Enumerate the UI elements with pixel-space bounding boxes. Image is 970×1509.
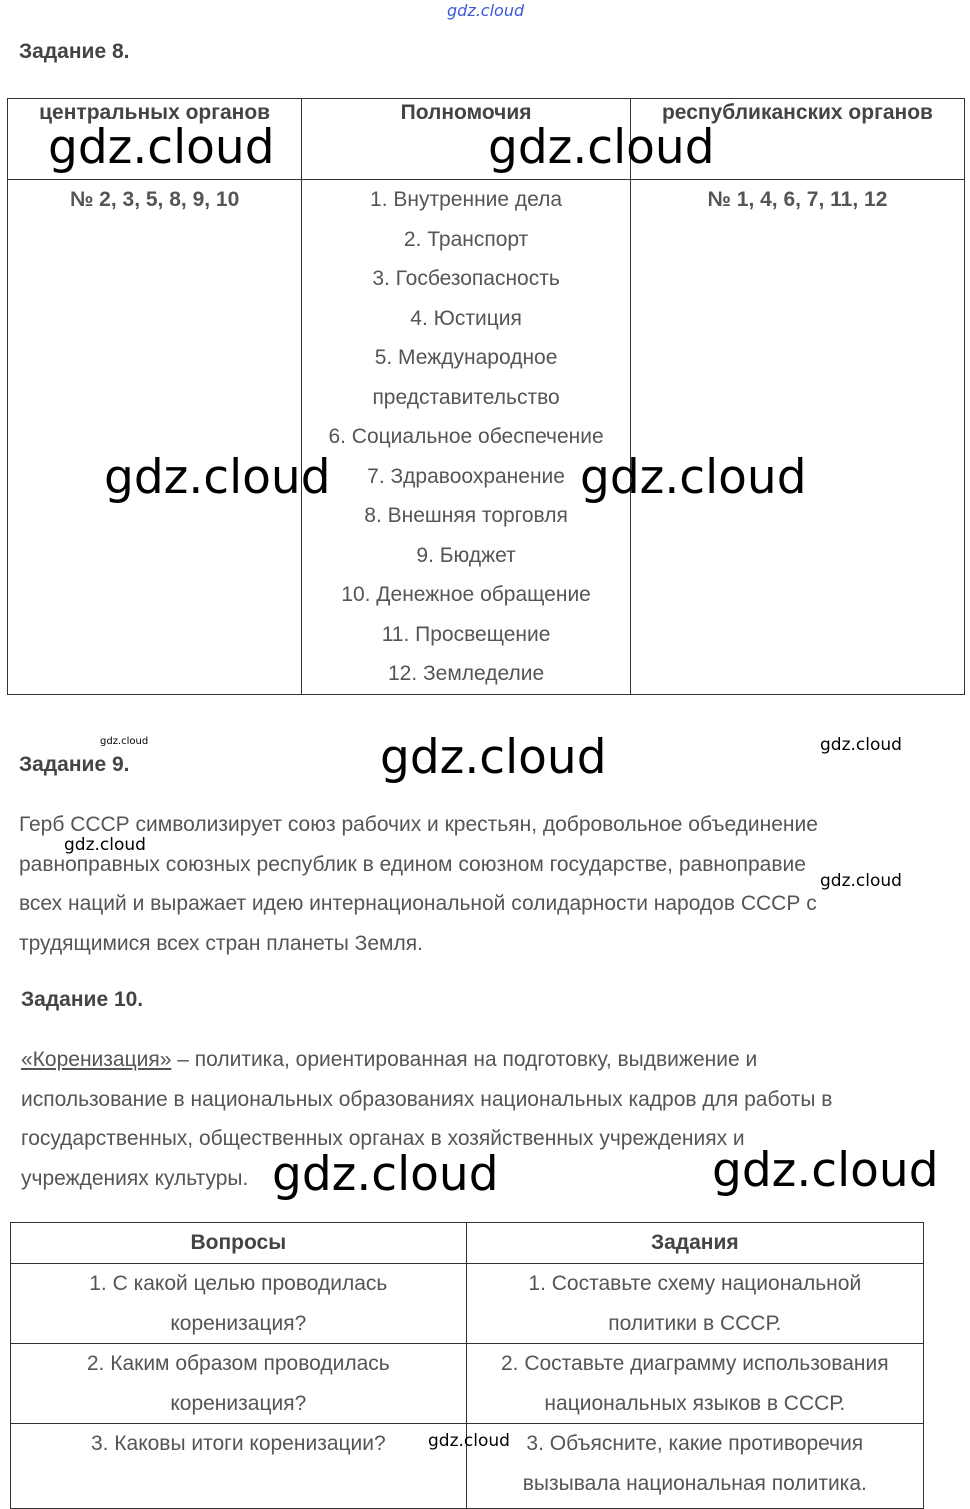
watermark: gdz.cloud xyxy=(428,1431,510,1451)
power-item: 3. Госбезопасность xyxy=(372,267,560,290)
task9-line: равноправных союзных республик в едином союзном государстве, равноправие xyxy=(19,852,806,876)
powers-cell xyxy=(302,180,631,695)
question-cell: 3. Каковы итоги коренизации? xyxy=(11,1424,467,1509)
header-republic: республиканских органов xyxy=(630,99,964,180)
power-item: 4. Юстиция xyxy=(410,306,522,330)
task-cell: 3. Объясните, какие противоречия вызывала национальная политика. xyxy=(466,1424,923,1509)
header-central: центральных органов xyxy=(8,99,302,180)
republic-numbers: № 1, 4, 6, 7, 11, 12 xyxy=(707,188,888,211)
power-item: 9. Бюджет xyxy=(416,543,516,567)
central-cell xyxy=(8,180,302,695)
republic-cell xyxy=(630,180,964,695)
power-item: 5. Международное xyxy=(374,346,558,369)
power-item: 6. Социальное обеспечение xyxy=(328,425,604,448)
power-item: 1. Внутренние дела xyxy=(370,188,563,211)
task9-line: трудящимися всех стран планеты Земля. xyxy=(19,931,423,955)
watermark: gdz.cloud xyxy=(712,1143,939,1198)
task9-heading: Задание 9. xyxy=(19,753,130,776)
watermark: gdz.cloud xyxy=(48,120,275,175)
power-item: 10. Денежное обращение xyxy=(341,583,591,606)
task9-line: Герб СССР символизирует союз рабочих и крестьян, добровольное объединение xyxy=(19,813,818,836)
power-item: 12. Земледелие xyxy=(387,662,545,685)
task-cell: 2. Составьте диаграмму использования национальных языков в СССР. xyxy=(466,1344,923,1424)
task10-line: использование в национальных образованиях национальных кадров для работы в xyxy=(21,1087,833,1111)
central-numbers: № 2, 3, 5, 8, 9, 10 xyxy=(69,188,240,211)
task10-line: учреждениях культуры. xyxy=(21,1166,249,1190)
watermark: gdz.cloud xyxy=(380,730,607,785)
task8-heading: Задание 8. xyxy=(19,40,130,63)
task10-line: государственных, общественных органах в хозяйственных учреждениях и xyxy=(21,1127,745,1150)
watermark: gdz.cloud xyxy=(64,835,146,855)
power-item: 11. Просвещение xyxy=(381,622,551,646)
task10-line: – политика, ориентированная на подготовку, выдвижение и xyxy=(171,1048,758,1071)
question-cell: 1. С какой целью проводилась коренизация? xyxy=(11,1264,467,1344)
power-item: 2. Транспорт xyxy=(403,227,529,251)
power-item: 7. Здравоохранение xyxy=(367,464,565,488)
header-powers: Полномочия xyxy=(302,99,631,180)
korenizatsiya-link[interactable]: «Коренизация» xyxy=(21,1048,172,1071)
table-row xyxy=(11,1264,924,1344)
task10-table xyxy=(10,1222,924,1509)
question-cell: 2. Каким образом проводилась коренизация? xyxy=(11,1344,467,1424)
power-item: 8. Внешняя торговля xyxy=(364,504,568,527)
task9-line: всех наций и выражает идею интернациональной солидарности народов СССР с xyxy=(19,892,817,915)
watermark: gdz.cloud xyxy=(100,736,149,747)
watermark: gdz.cloud xyxy=(580,450,807,505)
task10-heading: Задание 10. xyxy=(21,988,144,1011)
table-row xyxy=(11,1344,924,1424)
watermark: gdz.cloud xyxy=(104,450,331,505)
watermark: gdz.cloud xyxy=(272,1147,499,1202)
watermark: gdz.cloud xyxy=(820,871,902,891)
watermark: gdz.cloud xyxy=(488,120,715,175)
task8-table xyxy=(7,98,965,695)
header-tasks: Задания xyxy=(466,1223,923,1264)
task9-text xyxy=(19,805,959,963)
watermark: gdz.cloud xyxy=(820,735,902,755)
header-questions: Вопросы xyxy=(11,1223,467,1264)
power-item: представительство xyxy=(372,385,560,409)
task-cell: 1. Составьте схему национальной политики в СССР. xyxy=(466,1264,923,1344)
watermark-top: gdz.cloud xyxy=(447,1,525,20)
